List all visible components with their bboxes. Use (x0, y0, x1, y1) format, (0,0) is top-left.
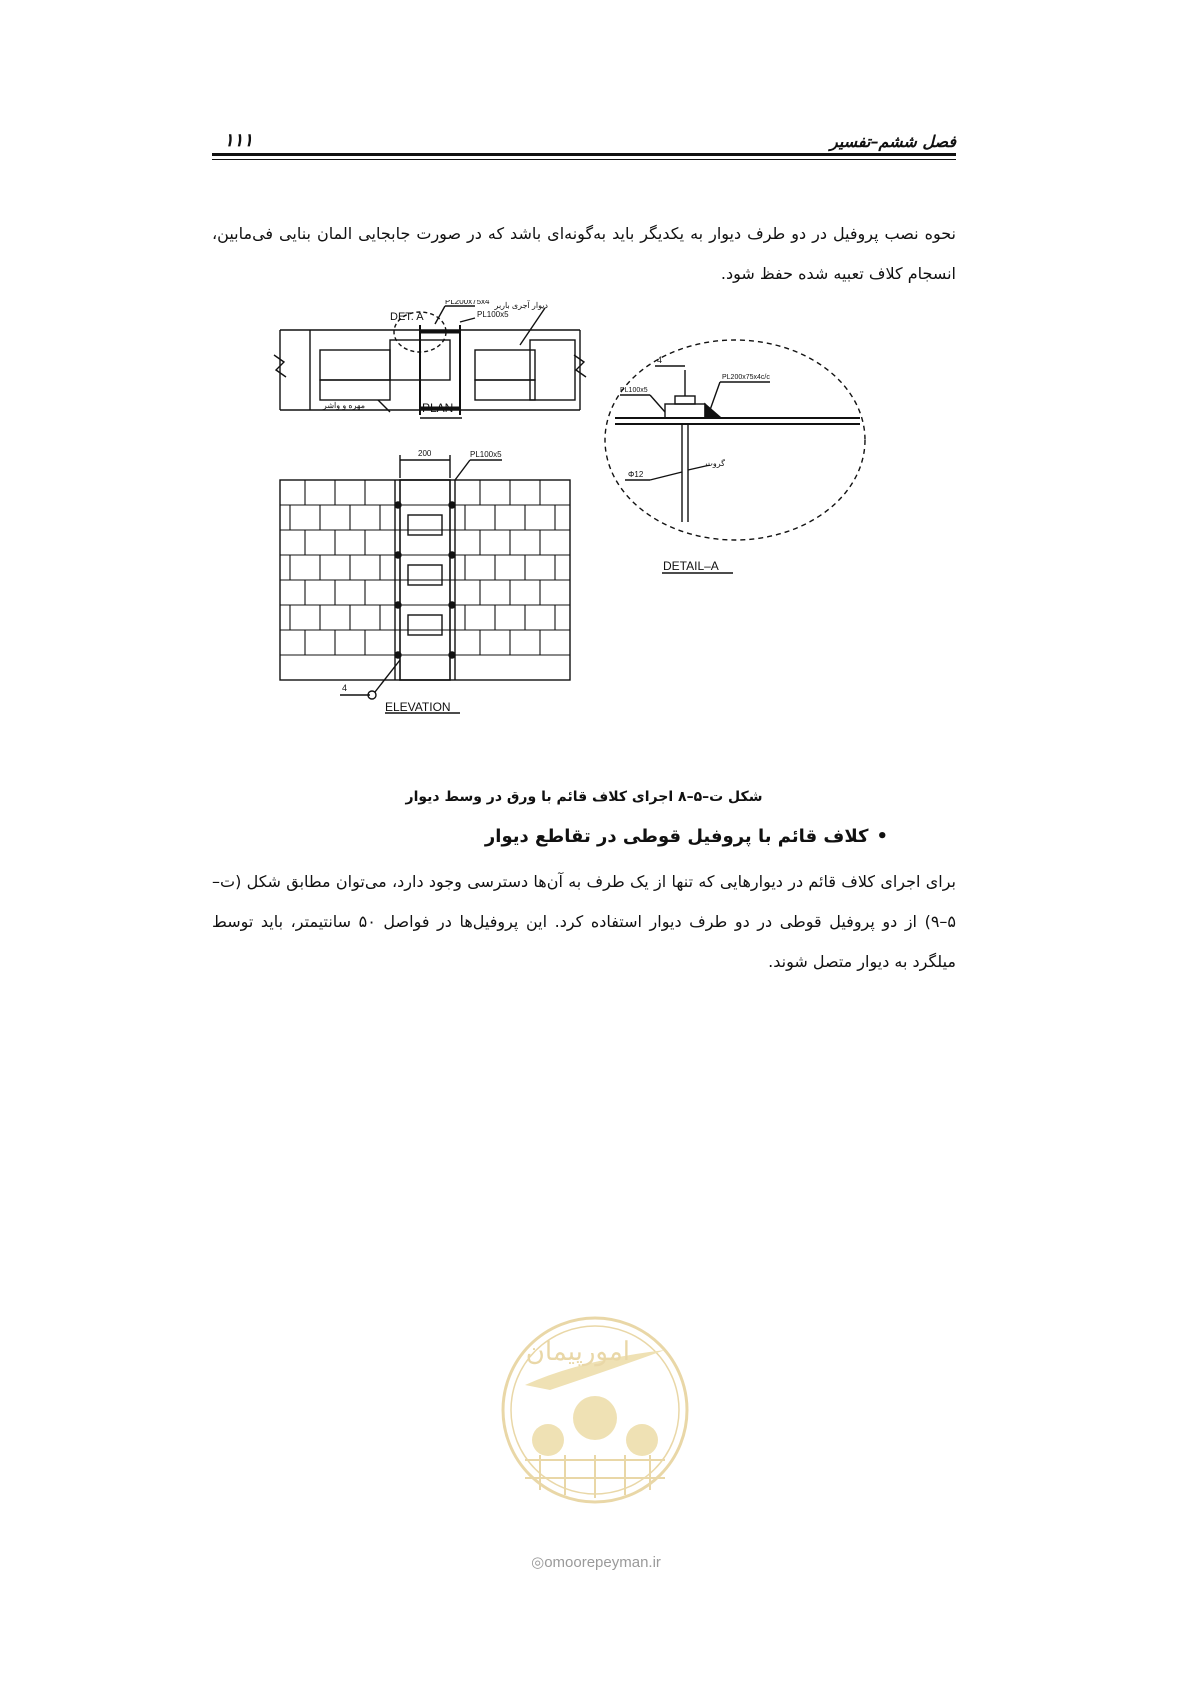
page-number: ۱۱۱ (224, 130, 254, 151)
header-rule-thick (212, 153, 956, 156)
watermark-url: ◎omoorepeyman.ir (531, 1554, 661, 1571)
label-pl100-plan: PL100x5 (477, 310, 509, 319)
label-detail-pl200: PL200x75x4c/c (722, 374, 770, 381)
watermark-brand: امورپیمان (525, 1336, 630, 1366)
label-weld-elev: 4 (342, 683, 348, 693)
watermark-logo (490, 1290, 700, 1550)
label-pl200: PL200x75x4 (445, 300, 490, 306)
section-heading (212, 826, 888, 847)
chapter-title: فصل ششم–تفسیر (829, 132, 956, 151)
paragraph-intro: نحوه نصب پروفیل در دو طرف دیوار به یکدیگر باید به‌گونه‌ای باشد که در صورت جابجایی المان بنایی فی‌مابین، انسجام کلاف تعبیه شده حفظ شود. (212, 224, 956, 283)
label-dim-200: 200 (418, 449, 432, 458)
label-det-a: DET. A (390, 311, 424, 323)
bullet-icon: • (876, 826, 888, 847)
label-plan: PLAN (422, 401, 454, 415)
label-rebar: Φ12 (628, 470, 644, 479)
label-nut: مهره و واشر (322, 401, 365, 410)
section-heading-text: کلاف قائم با پروفیل قوطی در تقاطع دیوار (484, 826, 869, 847)
label-weld-detail: 4 (657, 355, 663, 365)
paragraph-section: برای اجرای کلاف قائم در دیوارهایی که تنها از یک طرف به آن‌ها دسترسی وجود دارد، می‌توان مطابق شکل (ت–۵–۹) از دو پروفیل قوطی در دو طرف دیوار استفاده کرد. این پروفیل‌ها در فواصل ۵۰ سانتیمتر، باید توسط میلگرد به دیوار متصل شوند. (212, 872, 956, 971)
label-grout: گروت (705, 459, 725, 468)
label-pl100-elev: PL100x5 (470, 450, 502, 459)
label-wall: دیوار آجری باربر (494, 301, 548, 310)
header-rule-thin (212, 159, 956, 160)
label-detail-a: DETAIL–A (663, 559, 719, 573)
label-elevation: ELEVATION (385, 700, 451, 714)
globe-icon: ◎ (531, 1554, 545, 1571)
elevation-view (280, 455, 570, 713)
label-detail-pl100: PL100x5 (620, 387, 648, 394)
figure-drawing (270, 300, 890, 782)
figure-caption: شکل ت–۵–۸ اجرای کلاف قائم با ورق در وسط دیوار (405, 789, 763, 805)
